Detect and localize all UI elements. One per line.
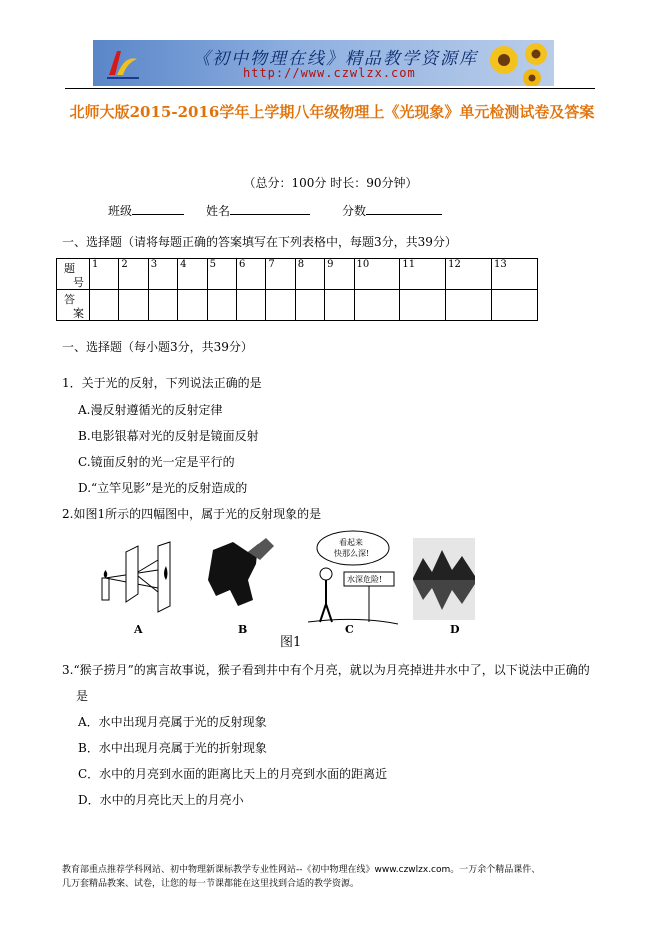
banner-url[interactable]: http://www.czwlzx.com <box>243 66 416 80</box>
figure-1-caption: 图1 <box>280 635 302 650</box>
answer-cell[interactable] <box>400 290 446 321</box>
answer-cell[interactable] <box>148 290 177 321</box>
row-header-answer: 答 案 <box>57 290 90 321</box>
question-3-stem: 3.“猴子捞月”的寓言故事说，猴子看到井中有个月亮，就以为月亮掉进井水中了，以下说法中正确的 <box>62 663 590 677</box>
header-rule <box>65 88 595 89</box>
answer-cell[interactable] <box>207 290 236 321</box>
table-row-answers <box>57 290 538 321</box>
svg-text:水深危险!: 水深危险! <box>347 575 383 584</box>
figure-label-d: D <box>450 623 460 636</box>
document-title: 北师大版2015-2016学年上学期八年级物理上《光现象》单元检测试卷及答案 <box>69 103 595 121</box>
question-1-option-a: A.漫反射遵循光的反射定律 <box>78 403 223 417</box>
row-header-number: 题 号 <box>57 259 90 290</box>
number-cell: 8 <box>295 259 324 290</box>
site-banner <box>93 40 554 86</box>
number-cell: 2 <box>119 259 148 290</box>
answer-cell[interactable] <box>295 290 324 321</box>
number-cell: 11 <box>400 259 446 290</box>
figure-label-a: A <box>134 623 143 636</box>
answer-cell[interactable] <box>354 290 400 321</box>
score-blank[interactable] <box>366 202 442 215</box>
number-cell: 10 <box>354 259 400 290</box>
name-blank[interactable] <box>230 202 310 215</box>
answer-cell[interactable] <box>178 290 207 321</box>
answer-cell[interactable] <box>446 290 492 321</box>
question-3-stem-cont: 是 <box>76 689 89 703</box>
question-2-stem: 2.如图1所示的四幅图中，属于光的反射现象的是 <box>62 507 322 521</box>
number-cell: 6 <box>236 259 265 290</box>
table-row-numbers <box>57 259 538 290</box>
answer-cell[interactable] <box>236 290 265 321</box>
class-label: 班级 <box>108 204 133 218</box>
svg-text:看起来: 看起来 <box>339 538 363 547</box>
question-3-option-c: C．水中的月亮到水面的距离比天上的月亮到水面的距离近 <box>78 767 388 781</box>
sunflower-icon <box>474 40 554 86</box>
figure-a-pinhole-icon <box>102 542 170 612</box>
figure-b-shadow-icon <box>208 538 274 606</box>
figure-label-b: B <box>238 623 248 636</box>
page-footer <box>62 863 602 891</box>
question-1-option-c: C.镜面反射的光一定是平行的 <box>78 455 235 469</box>
figure-1-illustration <box>98 530 478 640</box>
answer-cell[interactable] <box>492 290 538 321</box>
answer-table <box>56 258 538 321</box>
number-cell: 9 <box>325 259 354 290</box>
answer-cell[interactable] <box>119 290 148 321</box>
footer-line-1: 教育部重点推荐学科网站、初中物理新课标教学专业性网站--《初中物理在线》www.czwlzx.com。一万余个精品课件、 <box>62 865 541 875</box>
question-3-option-d: D．水中的月亮比天上的月亮小 <box>78 793 244 807</box>
number-cell: 3 <box>148 259 177 290</box>
section1-heading: 一、选择题（请将每题正确的答案填写在下列表格中，每题3分，共39分） <box>62 235 457 249</box>
number-cell: 1 <box>90 259 119 290</box>
number-cell: 13 <box>492 259 538 290</box>
number-cell: 12 <box>446 259 492 290</box>
svg-text:快那么深!: 快那么深! <box>334 549 370 558</box>
answer-cell[interactable] <box>90 290 119 321</box>
footer-line-2: 几万套精品教案、试卷，让您的每一节课都能在这里找到合适的教学资源。 <box>62 879 360 889</box>
figure-d-reflection-icon <box>413 538 475 620</box>
question-3-option-b: B．水中出现月亮属于光的折射现象 <box>78 741 267 755</box>
number-cell: 4 <box>178 259 207 290</box>
number-cell: 7 <box>266 259 295 290</box>
name-label: 姓名 <box>206 204 231 218</box>
class-blank[interactable] <box>132 202 184 215</box>
banner-title: 《初中物理在线》精品教学资源库 <box>193 49 478 69</box>
class-field[interactable] <box>108 202 184 219</box>
section2-heading: 一、选择题（每小题3分，共39分） <box>62 340 253 354</box>
answer-cell[interactable] <box>266 290 295 321</box>
figure-label-c: C <box>345 623 354 636</box>
number-cell: 5 <box>207 259 236 290</box>
name-field[interactable] <box>206 202 310 219</box>
site-logo-icon <box>103 45 143 81</box>
score-field[interactable] <box>342 202 442 219</box>
answer-cell[interactable] <box>325 290 354 321</box>
question-1-option-b: B.电影银幕对光的反射是镜面反射 <box>78 429 259 443</box>
figure-c-cartoon-icon <box>308 531 398 624</box>
question-1-option-d: D.“立竿见影”是光的反射造成的 <box>78 481 248 495</box>
score-label: 分数 <box>342 204 367 218</box>
question-1-stem: 1．关于光的反射，下列说法正确的是 <box>62 376 262 390</box>
score-time-info: （总分：100分 时长：90分钟） <box>243 176 418 190</box>
question-3-option-a: A．水中出现月亮属于光的反射现象 <box>78 715 267 729</box>
